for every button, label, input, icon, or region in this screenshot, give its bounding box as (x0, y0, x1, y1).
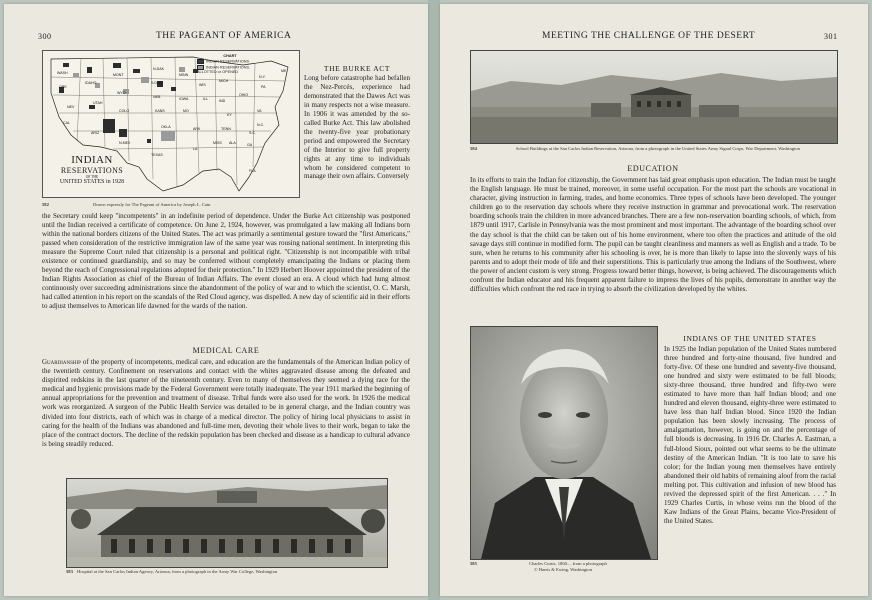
portrait-caption-line2: © Harris & Ewing, Washington (533, 567, 593, 572)
state-label: WIS (199, 83, 206, 87)
legend-label-reservations: INDIAN RESERVATIONS (206, 59, 250, 64)
left-page (4, 4, 428, 596)
map-caption-number: 582 (42, 202, 49, 207)
indians-text: In 1925 the Indian population of the United States numbered three hundred and forty-nine thousand, five hundred and forty-five. Of these one hundred and seventy-five thousand, one hundred and sixty were estimated to be full bloods; sixty-three thousand, three hundred and fifty-two were estimated to have more than half Indian blood; and one hundred and eleven thousand, eighty-three were estimated to have less than half Indian blood. Since 1920 the Indian population has been slowly increasing. The process of amalgamation, however, is going on and the percentage of full bloods is decreasing. In 1916 Dr. Charles A. Eastman, a full-blood Sioux, pointed out what seems to be the ultimate destiny of the American Indian. "It is too late to save his color; for the Indian young men themselves have entirely abandoned their old habits of remaining aloof from the racial melting pot. This cultivation and infusion of new blood has revived the depressed spirit of the first American. . . ." In 1929 Charles Curtis, in whose veins run the blood of the Kaw Indians of the Great Plains, became Vice-President of the United States. (664, 345, 836, 525)
legend-label-allotted: INDIAN RESERVATIONS, ALLOTTED or OPENED (197, 65, 251, 74)
state-label: S.C. (249, 131, 256, 135)
state-label: S.DAK (151, 81, 162, 85)
state-label: KANS (155, 109, 165, 113)
portrait-caption (470, 561, 656, 573)
state-label: VA (257, 109, 262, 113)
legend-swatch-light (197, 65, 204, 70)
state-label: TENN (221, 127, 231, 131)
hospital-photo (66, 478, 388, 568)
state-label: ARIZ (91, 131, 100, 135)
state-label: MO (183, 109, 189, 113)
map-caption-text: Drawn expressly for The Pageant of America by Joseph L. Cain (93, 202, 211, 207)
burke-act-text-full: the Secretary could keep "incompetents" in an indefinite period of dependence. Under the Burke Act citizenship was postponed until the Indian received a certificate of competence. On June 2, 1924, however, was promulgated a law making all Indians born within the national borders citizens of the United States. The act was primarily a sentimental gesture toward the "first Americans," passed when consideration of the restrictive immigration law of the same year was rousing national sentiment. In interpreting this measure the Supreme Court ruled that citizenship is a personal and political right. "Citizenship is not incompatible with tribal existence or continued guardianship, and so may be conferred without completely emancipating the Indians or placing them beyond the reach of Congressional regulations adopted for their protection." In 1929 Herbert Hoover appointed the president of the Indian Rights Association as chief of the Bureau of Indian Affairs. The event closed an era. A cloud which had hung almost continuously over succeeding administrations since the abandonment of the policy of war and to which the scientist, O. C. Marsh, had called attention in his report on the scandals of the Red Cloud agency, was dispelled. A new day of scientific aid in their efforts to adjust themselves to American life dawned for the wards of the nation. (42, 212, 410, 310)
state-label: ILL (203, 97, 208, 101)
state-label: N.DAK (153, 67, 164, 71)
indian-reservations-map (42, 50, 300, 198)
state-label: LA (193, 147, 198, 151)
map-title-line2: RESERVATIONS (60, 166, 124, 175)
state-label: N.C. (257, 123, 265, 127)
state-label: TEXAS (151, 153, 163, 157)
state-label: ORE (59, 85, 67, 89)
medical-care-text (42, 358, 410, 449)
state-label: MISS (213, 141, 222, 145)
map-title-line4: UNITED STATES in 1928 (59, 179, 125, 185)
state-label: COLO (119, 109, 130, 113)
state-label: MICH (219, 79, 229, 83)
state-label: WYO (117, 91, 126, 95)
state-label: MONT (113, 73, 124, 77)
state-label: N.MEX (119, 141, 131, 145)
state-label: MINN (179, 73, 189, 77)
state-label: OHIO (239, 93, 249, 97)
indians-heading: INDIANS OF THE UNITED STATES (683, 334, 817, 343)
burke-act-heading: THE BURKE ACT (323, 64, 391, 73)
portrait-caption-number: 585 (470, 561, 477, 566)
portrait-caption-line1: Charles Curtis, 1860– , from a photograph (529, 561, 607, 566)
school-photo (470, 50, 838, 144)
state-label: NEV (67, 105, 75, 109)
right-page (440, 4, 868, 596)
school-caption-number: 584 (470, 146, 477, 151)
legend-item-allotted (197, 65, 263, 76)
school-photo-image (471, 51, 837, 143)
map-title-line1: INDIAN (71, 154, 113, 166)
hospital-caption-number: 583 (66, 569, 73, 574)
hospital-photo-image (67, 479, 387, 567)
right-running-title: MEETING THE CHALLENGE OF THE DESERT (542, 31, 756, 41)
state-label: NEB (153, 95, 161, 99)
hospital-caption (66, 569, 386, 575)
school-caption (470, 146, 836, 152)
burke-act-text-column: Long before catastrophe had befallen the Nez-Percés, experience had demonstrated that the Dawes Act was in many respects not a wise measure. In 1906 it was amended by the so-called Burke Act. This law abolished the twenty-five year probationary period and empowered the Secretary of the Interior to give full property rights at any time to individuals whom he considered competent to manage their own affairs. Conversely (304, 74, 410, 181)
state-label: OKLA (161, 125, 171, 129)
left-running-title: THE PAGEANT OF AMERICA (156, 31, 292, 41)
medical-care-lead: Guardianship (42, 358, 81, 366)
map-legend (197, 54, 263, 75)
state-label: ALA (229, 141, 236, 145)
state-label: IDAHO (85, 81, 97, 85)
state-label: FLA (249, 169, 256, 173)
education-text: In its efforts to train the Indian for citizenship, the Government has laid great emphasis upon education. The Indian must be taught the English language. He must be trained, moreover, in some useful occupation. For the most part the schools are vocational in character, giving instruction in farming, trades, and home economics. Three types of schools have been developed. The younger children go to the reservation day schools where they receive instruction in grammar and prevocational work. The reservation boarding schools train the children in more advanced branches. There are a few non-reservation boarding schools, of which, from 1879 until 1917, Carlisle in Pennsylvania was the most prominent and most important. The advantage of the boarding school over the day school is that the child can be taken out of his home environment, where too often the practices and attitude of the old savage days still continue in modified form. The pupil can be taught cleanliness and manners as well as English and a trade. To be sure, when he returns to his community after his schooling is over, he is more than likely to lapse into the slovenly ways of his parents and to adopt their mode of life and their superstitions. This is particularly true among the Indians of the Southwest, where the power of ancient custom is very strong. Progress toward better things, however, is being achieved. The discouragements which confront the Indian educator and his frequent apparent failure to impress the lives of his pupils, demonstrate in another way the difficulties which confront the red race in trying to absorb the civilization developed by the whites. (470, 176, 836, 294)
medical-care-body: of the property of incompetents, medical care, and education are the fundamentals of the American Indian policy of the twentieth century. Confinement on reservations and contact with the whites aggravated disease among the defeated and dispirited redskins in the last quarter of the nineteenth century. Even to many of themselves they seemed a dying race for the medical and hygienic provisions made by the Federal Government were totally inadequate. The year 1911 marked the beginning of annual appropriations for the prevention and treatment of disease. Tribal funds were also used for the work. In 1926 the medical work was reorganized. A surgeon of the Public Health Service was detailed to be in general charge, and the Indian country was divided into four districts, each of which was in charge of a medical director. The policy of hiring local physicians to assist in caring for the health of the Indians was abandoned and full-time men, devoting their whole lives to their work, began to take the place of the contract doctors. The decline of the redskin population has been checked and disease as a handicap to cultural advance is being steadily reduced. (42, 358, 410, 448)
state-label: ME (281, 69, 287, 73)
map-caption (42, 202, 298, 208)
book-gutter (428, 0, 440, 600)
medical-care-heading: MEDICAL CARE (192, 346, 260, 355)
left-page-number: 300 (38, 32, 52, 41)
legend-title: CHART (223, 54, 237, 58)
state-label: N.Y. (259, 75, 266, 79)
school-caption-text: School Buildings at the San Carlos Indian Reservation, Arizona, from a photograph in the United States Army Signal Corps, War Department, Washington (515, 146, 800, 151)
education-heading: EDUCATION (627, 164, 679, 173)
state-label: IOWA (179, 97, 189, 101)
hospital-caption-text: Hospital at the San Carlos Indian Agency, Arizona, from a photograph in the Army War College, Washington (77, 569, 278, 574)
state-label: WASH (57, 71, 68, 75)
portrait-image (471, 327, 657, 559)
state-label: IND (219, 99, 226, 103)
state-label: PA (261, 85, 266, 89)
map-title (55, 155, 129, 186)
map-title-line3: OF THE (85, 175, 99, 179)
legend-swatch-dark (197, 59, 204, 64)
state-label: GA (247, 143, 253, 147)
state-label: KY (227, 113, 232, 117)
state-label: UTAH (93, 101, 103, 105)
state-label: CAL (63, 121, 70, 125)
state-label: ARK (193, 127, 201, 131)
charles-curtis-portrait (470, 326, 658, 560)
right-page-number: 301 (824, 32, 838, 41)
